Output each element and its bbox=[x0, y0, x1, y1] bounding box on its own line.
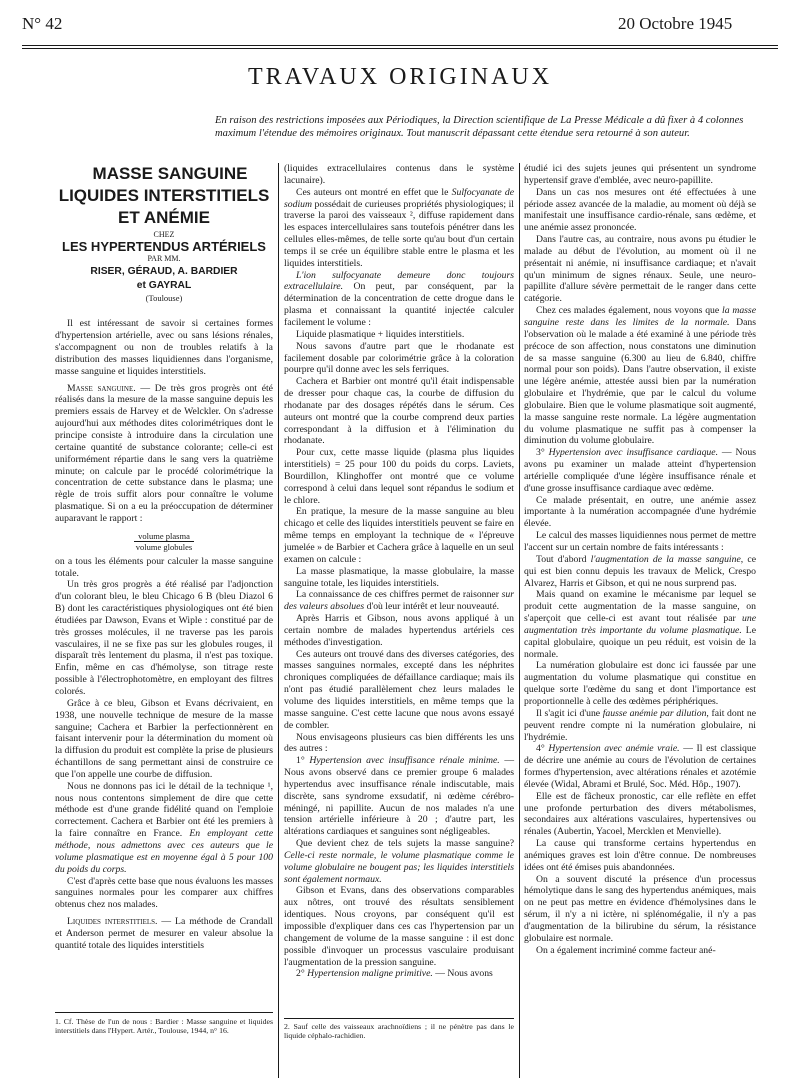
paragraph: Elle est de fâcheux pronostic, car elle reflète en effet une profonde perturbation des divers métabolismes, secondaires aux altérations vasculaires, hypertensives ou rénales (Aubertin, Yacoel, Mercklen et Menvielle). bbox=[524, 790, 756, 838]
paragraph bbox=[284, 270, 514, 329]
paragraph: Cachera et Barbier ont montré qu'il était indispensable de dresser pour chaque cas, la courbe de diffusion du rhodanate par des dosages répétés dans le sérum. Ces auteurs ont montré que la courbe comprend deux parties correspondant à la diffusion et à l'élimination du rhodanate. bbox=[284, 376, 514, 447]
paragraph-text: — La méthode de Crandall et Anderson permet de mesurer en valeur absolue la quantité totale des liquides interstitiels bbox=[55, 916, 273, 951]
paragraph bbox=[284, 968, 514, 980]
emphasis-text: sur des valeurs absolues bbox=[284, 589, 514, 613]
paragraph bbox=[524, 743, 756, 790]
paragraph bbox=[524, 708, 756, 744]
paragraph-text: — Nous avons bbox=[432, 968, 493, 980]
column-3 bbox=[524, 163, 756, 957]
paragraph bbox=[524, 589, 756, 660]
paragraph-text: La connaissance de ces chiffres permet de raisonner bbox=[296, 589, 502, 601]
paragraph bbox=[524, 447, 756, 494]
authors-line-2: et GAYRAL bbox=[136, 279, 192, 291]
paragraph: Grâce à ce bleu, Gibson et Evans décrivaient, en 1938, une nouvelle technique de mesure de la masse sanguine; Cachera et Barbier la perfectionnèrent en faisant intervenir pour la détermination du moment où la diffusion du produit est complète la prise de plusieurs échantillons de sang permettant ainsi de construire ce que l'on appelle une courbe de diffusion. bbox=[55, 697, 273, 780]
column-rule-1 bbox=[278, 163, 279, 1078]
paragraph-text: , ce qui est bien connu depuis les travaux de Melick, Crespo Alvarez, Harris et Gibson, et qui ne nous surprend pas. bbox=[524, 553, 756, 589]
paragraph: Pour cux, cette masse liquide (plasma plus liquides interstitiels) = 25 pour 100 du poids du corps. Laviets, Bourdillon, Klinghoffer ont montré que ce volume correspond à celui dans lequel sont répandus le sodium et le chlore. bbox=[284, 447, 514, 506]
footnote-rule-2 bbox=[284, 1018, 514, 1019]
section-title: TRAVAUX ORIGINAUX bbox=[247, 64, 553, 90]
paragraph-text: 3° bbox=[536, 447, 549, 459]
paragraph-text: d'où leur intérêt et leur nouveauté. bbox=[364, 601, 500, 613]
paragraph: La numération globulaire est donc ici faussée par une augmentation du volume plasmatique qui constitue en quelque sorte l'œdème du sang et dont l'importance est proportionnelle à celle des œdèmes périphériques. bbox=[524, 660, 756, 707]
paragraph-text: , fait dont ne peuvent rendre compte ni la numération globulaire, ni l'hydrémie. bbox=[524, 707, 757, 743]
paragraph bbox=[55, 781, 273, 876]
title-chez: CHEZ bbox=[153, 230, 175, 239]
header-rule-bottom bbox=[22, 48, 778, 49]
emphasis-text: Hypertension avec insuffisance rénale minime. bbox=[309, 755, 500, 767]
paragraph-text: Nous ne donnons pas ici le détail de la technique ¹, nous nous contentons simplement de dire que cette méthode est d'une grande fidélité quand on l'emploie correctement. Cachera et Barbier ont été les premiers à la faire connaître en France. bbox=[55, 780, 273, 840]
paragraph: On a souvent discuté la présence d'un processus hémolytique dans le sang des hypertendus anémiques, mais on ne peut pas mettre en évidence d'hémolysines dans le sérum, il n'y a ni ictère, ni splénomégalie, il n'y a pas d'augmentation de la bilirubine du sérum, la résistance globulaire est normale. bbox=[524, 873, 756, 944]
paragraph-text: — De très gros progrès ont été réalisés dans la mesure de la masse sanguine depuis les premiers essais de Harvey et de Welckler. On s'adresse aujourd'hui aux méthodes dites colorimétriques dont le principe consiste à introduire dans la circulation une certaine quantité de substance colorante; celle-ci est uniformément répartie dans le sang vers la quatrième minute; on calcule par le procédé colorimétrique la concentration de cette substance dans le plasma; une règle de trois suffit alors pour connaître le volume plasmatique. Si on a eu la préoccupation de déterminer auparavant le rapport : bbox=[55, 382, 273, 524]
paragraph-text: Chez ces malades également, nous voyons que bbox=[536, 305, 722, 317]
paragraph bbox=[524, 554, 756, 590]
paragraph-text: Ces auteurs ont montré en effet que le bbox=[296, 186, 452, 198]
paragraph bbox=[284, 755, 514, 838]
footnote-rule-1 bbox=[55, 1012, 273, 1013]
paragraph bbox=[55, 916, 273, 952]
paragraph-text: On peut, par conséquent, par la détermination de la concentration de cette drogue dans le plasma et connaissant la quantité injectée calculer facilement le volume : bbox=[284, 281, 514, 328]
paragraph-text: Mais quand on examine le mécanisme par lequel se produit cette augmentation de la masse sanguine, on s'aperçoit que celle-ci est avant tout réalisée par bbox=[524, 589, 756, 625]
paragraph-text: — Nous avons observé dans ce premier groupe 6 malades hypertendus avec insuffisance rénale indiscutable, mais discrète, sans syndrome exsudatif, ni œdème cérébro-méningé, ni papillite. Aucun de nos malades n'a une tension artérielle inférieure à 20 ; d'autre part, les altérations cardiaques et sanguines sont négligeables. bbox=[284, 755, 515, 838]
authors-prefix: PAR MM. bbox=[147, 253, 181, 263]
paragraph-text: 4° bbox=[536, 743, 549, 755]
paragraph: La cause qui transforme certains hypertendus en anémiques graves est loin d'être connue. De nombreuses idées ont été émises puis abandonnées. bbox=[524, 838, 756, 873]
paragraph: La masse plasmatique, la masse globulaire, la masse sanguine totale, les liquides interstitiels. bbox=[284, 565, 514, 589]
column-2 bbox=[284, 163, 514, 980]
paragraph: étudié ici des sujets jeunes qui présentent un syndrome hypertensif grave d'emblée, avec neuro-papillite. bbox=[524, 163, 756, 186]
emphasis-text: l'augmentation de la masse sanguine bbox=[590, 553, 741, 565]
ratio-numerator: volume plasma bbox=[134, 531, 194, 542]
paragraph: Après Harris et Gibson, nous avons appliqué à un certain nombre de malades hypertendus artériels ces méthodes d'investigation. bbox=[284, 613, 514, 648]
article-title: MASSE SANGUINE LIQUIDES INTERSTITIELS ET ANÉMIE bbox=[58, 164, 270, 227]
paragraph: (liquides extracellulaires contenus dans le système lacunaire). bbox=[284, 163, 514, 186]
paragraph bbox=[284, 187, 514, 270]
paragraph: C'est d'après cette base que nous évaluons les masses sanguines normales pour les comparer aux chiffres obtenus chez nos malades. bbox=[55, 875, 273, 911]
paragraph bbox=[524, 305, 756, 447]
authors-line-1: RISER, GÉRAUD, A. BARDIER bbox=[90, 265, 238, 277]
paragraph: Ces auteurs ont trouvé dans des diverses catégories, des masses sanguines normales, excepté dans les néphrites chroniques compliquées de défaillance cardiaque; mais ils n'ont pas étudié parallèlement chez leurs malades le volume des liquides interstitiels, en même temps que la masse sanguine. C'est cette lacune que nous avons essayé de combler. bbox=[284, 648, 514, 731]
header-rule bbox=[22, 45, 778, 46]
paragraph: Nous savons d'autre part que le rhodanate est facilement dosable par colorimétrie grâce à la coloration pourpre qu'il donne avec les sels ferriques. bbox=[284, 340, 514, 376]
run-in-heading: Liquides interstitiels. bbox=[67, 916, 158, 928]
emphasis-text: une augmentation très importante du volume plasmatique. bbox=[524, 613, 756, 636]
paragraph bbox=[284, 589, 514, 613]
emphasis-text: En employant cette méthode, nous admettons avec ces auteurs que le volume plasmatique est en moyenne égal à 5 pour 100 du poids du corps. bbox=[55, 828, 273, 875]
paragraph: Dans l'autre cas, au contraire, nous avons pu étudier le malade au début de l'évolution, au moment où il ne présentait ni anémie, ni insuffisance cardiaque; et n'avait qu'un minimum de signes rénaux. Seule, une neuro-papillite d'allure sévère permettait de le ranger dans cette catégorie. bbox=[524, 234, 756, 305]
paragraph-text: Le capital globulaire, quoique un peu réduit, est voisin de la normale. bbox=[524, 624, 756, 660]
paragraph-text: Il s'agit ici d'une bbox=[536, 707, 603, 719]
run-in-heading: Masse sanguine. bbox=[67, 382, 136, 394]
paragraph-text: Tout d'abord bbox=[536, 553, 591, 565]
paragraph: Gibson et Evans, dans des observations comparables aux nôtres, ont trouvé des résultats sensiblement identiques. Nous croyons, par conséquent qu'il est impossible d'expliquer dans ces cas l'hypertension par un changement de volume de la masse sanguine : il est donc possible d'invoquer un processus vasculaire produisant l'augmentation de la pression sanguine. bbox=[284, 885, 514, 968]
paragraph-text: possédait de curieuses propriétés physiologiques; il traverse la paroi des vaisseaux ², diffuse rapidement dans les espaces intercellulaires sans toutefois pénétrer dans les cellules elles-mêmes, de telle sorte qu'au bout d'un certain temps il se crée un équilibre stable entre le plasma et les liquides interstitiels. bbox=[284, 198, 514, 269]
emphasis-text: Hypertension maligne primitive. bbox=[307, 968, 433, 980]
emphasis-text: L'ion sulfocyanate demeure donc toujours extracellulaire. bbox=[284, 269, 514, 293]
emphasis-text: Sulfocyanate de sodium bbox=[284, 186, 515, 210]
ratio-denominator: volume globules bbox=[135, 541, 193, 552]
paragraph: Le calcul des masses liquidiennes nous permet de mettre l'accent sur un certain nombre de faits intéressants : bbox=[524, 530, 756, 553]
paragraph-text: Que devient chez de tels sujets la masse sanguine? bbox=[296, 838, 514, 850]
paragraph: Il est intéressant de savoir si certaines formes d'hypertension artérielle, avec ou sans lésions rénales, s'accompagnent ou non de troubles relatifs à la distribution des masses liquidiennes dans l'organisme, masse sanguine et liquides interstitiels. bbox=[55, 318, 273, 377]
paragraph-text: — Nous avons pu examiner un malade atteint d'hypertension artérielle compliquée d'une légère insuffisance rénale et d'une grosse insuffisance cardiaque avec œdème. bbox=[524, 447, 756, 494]
paragraph bbox=[55, 383, 273, 525]
emphasis-text: Hypertension avec insuffisance cardiaque. bbox=[548, 447, 718, 459]
paragraph bbox=[284, 838, 514, 885]
paragraph-text: 1° bbox=[296, 755, 310, 767]
paragraph: Ce malade présentait, en outre, une anémie assez importante à la numération accompagnée d'une hydrémie élevée. bbox=[524, 494, 756, 530]
issue-date: 20 Octobre 1945 bbox=[618, 14, 733, 33]
paragraph: Un très gros progrès a été réalisé par l'adjonction d'un colorant bleu, le bleu Chicago 6 B (bleu Diazol 6 B) dont les caractéristiques physiologiques ont été bien étudiées par Dawson, Evans et Wiple : constitué par de très grosses molécules, il ne traverse pas les parois vasculaires, il ne se fixe pas sur les globules rouges, il disparaît très lentement du plasma, il n'est pas toxique. Enfin, même en cas d'hémolyse, son titrage reste possible à l'électrophotomètre, en employant des filtres colorés. bbox=[55, 579, 273, 697]
emphasis-text: Hypertension avec anémie vraie. bbox=[548, 743, 680, 755]
paragraph: Dans un cas nos mesures ont été effectuées à une période assez avancée de la maladie, au moment où déjà se manifestait une insuffisance cardio-rénale, sans œdème, et une anémie assez prononcée. bbox=[524, 186, 756, 234]
ratio-formula bbox=[55, 531, 273, 552]
column-1 bbox=[55, 163, 273, 952]
paragraph: En pratique, la mesure de la masse sanguine au bleu chicago et celle des liquides interstitiels peuvent se faire en même temps en employant la technique de « l'épreuve jumelée » de Barbier et Cachera grâce à laquelle en un seul examen on calcule : bbox=[284, 506, 514, 565]
authors-location: (Toulouse) bbox=[145, 292, 183, 303]
editorial-notice: En raison des restrictions imposées aux Périodiques, la Direction scientifique de La Presse Médicale a dû fixer à 4 colonnes maximum l'étendue des mémoires originaux. Tout manuscrit dépassant cette étendue sera retourné à son auteur. bbox=[215, 115, 744, 140]
emphasis-text: Celle-ci reste normale, le volume plasmatique comme le volume globulaire ne bougent pas; les liquides interstitiels sont également normaux. bbox=[284, 849, 514, 885]
paragraph: Liquide plasmatique + liquides interstitiels. bbox=[296, 328, 465, 340]
issue-number: N° 42 bbox=[22, 14, 63, 33]
paragraph-text: 2° bbox=[296, 968, 308, 980]
paragraph-text: Dans l'observation où le malade a été examiné à une période très précoce de son affection, nous constatons une diminution de sa masse sanguine (6.300 au lieu de 6.840, chiffre normal pour son poids). Dans l'autre observation, il existe une légère anémie, attestée aussi bien par la numération globulaire et l'hydrémie, que par le calcul du volume globulaire. Bien que le volume plasmatique soit augmenté, la masse sanguine reste normale. La légère augmentation du volume plasmatique ne suffit pas à compenser la diminution du volume globulaire. bbox=[524, 316, 756, 447]
footnote-2: 2. Sauf celle des vaisseaux arachnoïdiens ; il ne pénètre pas dans le liquide céphalo-rachidien. bbox=[284, 1022, 514, 1040]
paragraph-text: — Il est classique de décrire une anémie au cours de l'évolution de certaines formes d'hypertension, avec altérations rénales et azotémie élevée (Widal, Abrami et Brulé, Soc. Méd. Hôp., 1907). bbox=[524, 743, 756, 790]
emphasis-text: la masse sanguine reste dans les limites de la normale. bbox=[524, 305, 756, 328]
emphasis-text: fausse anémie par dilution bbox=[602, 707, 707, 719]
article-subtitle: LES HYPERTENDUS ARTÉRIELS bbox=[62, 238, 266, 254]
paragraph: On a également incriminé comme facteur ané- bbox=[536, 944, 716, 956]
column-rule-2 bbox=[519, 163, 520, 1078]
paragraph: on a tous les éléments pour calculer la masse sanguine totale. bbox=[55, 555, 273, 579]
footnote-1: 1. Cf. Thèse de l'un de nous : Bardier : Masse sanguine et liquides interstitiels dans l'Hypert. Artér., Toulouse, 1944, n° 16. bbox=[55, 1017, 273, 1035]
paragraph: Nous envisageons plusieurs cas bien différents les uns des autres : bbox=[284, 731, 514, 755]
